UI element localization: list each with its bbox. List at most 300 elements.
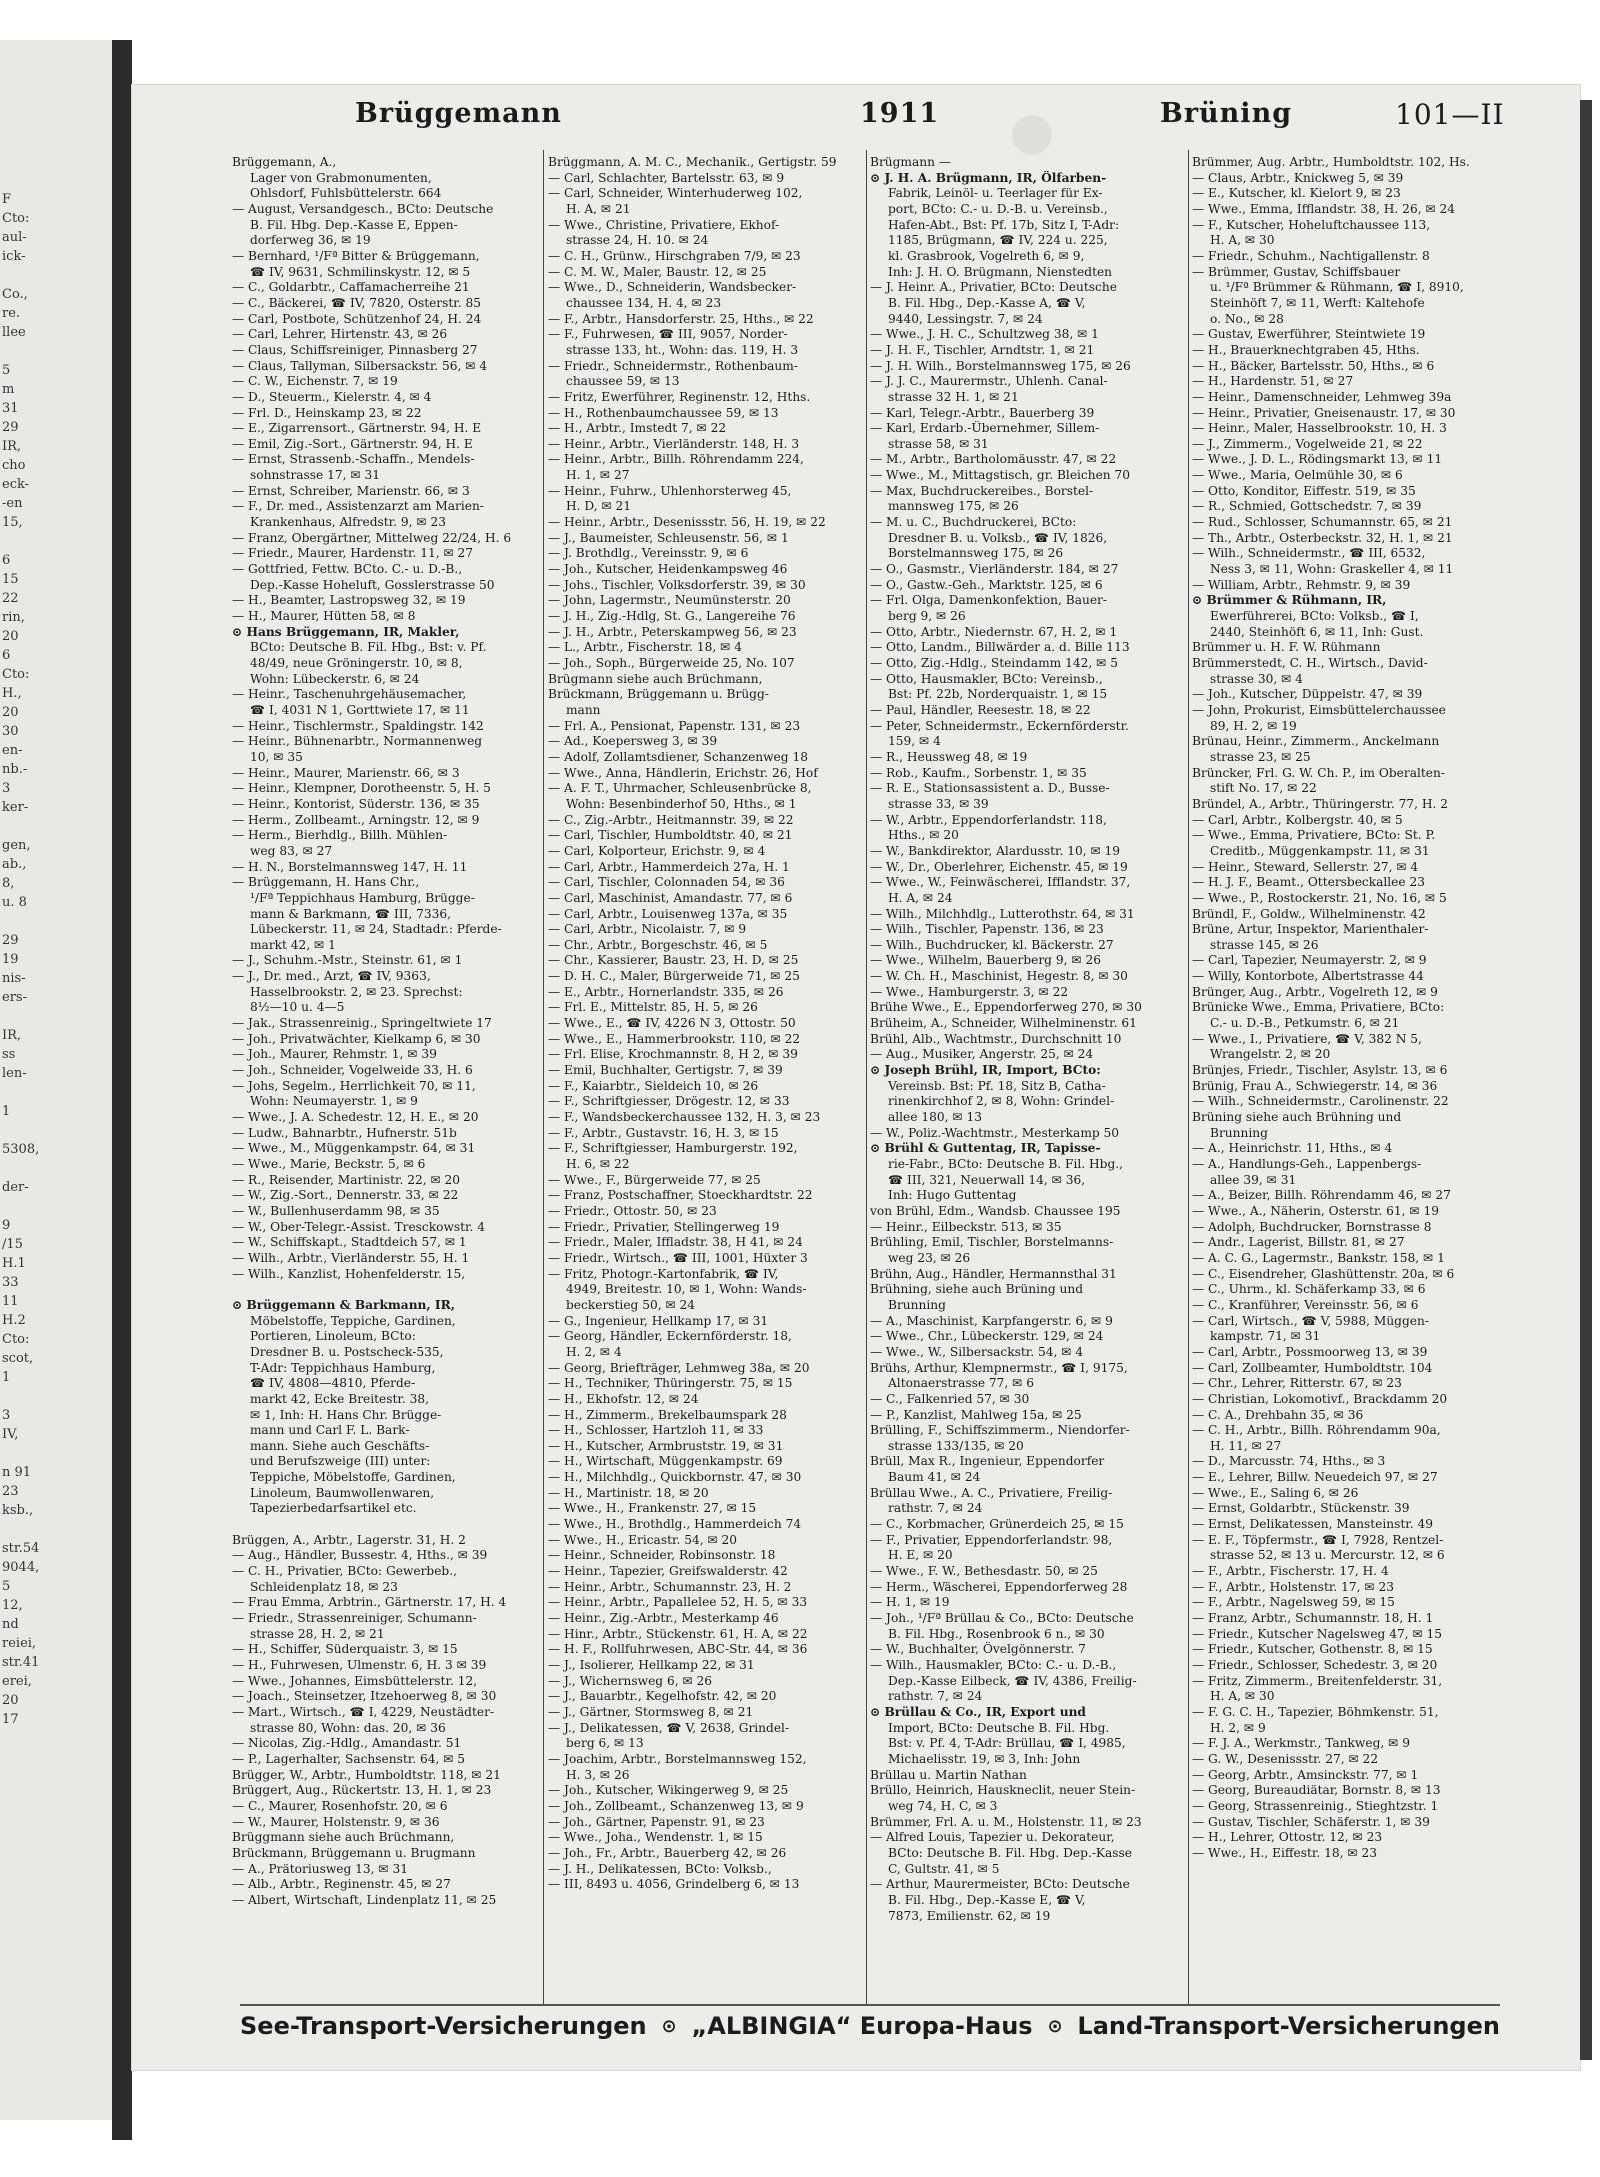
- directory-entry: — C., Korbmacher, Grünerdeich 25, ✉ 15: [870, 1517, 1124, 1532]
- directory-entry: Dep.-Kasse Hoheluft, Gosslerstrasse 50: [250, 577, 495, 592]
- directory-entry: Michaelisstr. 19, ✉ 3, Inh: John: [888, 1751, 1081, 1766]
- previous-page-fragment: ers-: [2, 990, 27, 1005]
- directory-entry: Brügmann siehe auch Brüchmann,: [548, 671, 763, 686]
- directory-entry: — J., Schuhm.-Mstr., Steinstr. 61, ✉ 1: [232, 953, 463, 968]
- directory-entry: Brümmer, Aug. Arbtr., Humboldtstr. 102, Hs.: [1192, 155, 1470, 169]
- directory-entry: — W., Maurer, Holstenstr. 9, ✉ 36: [232, 1814, 440, 1829]
- directory-entry: H. A, ✉ 21: [566, 201, 631, 216]
- directory-entry: Brüllau u. Martin Nathan: [870, 1767, 1027, 1782]
- directory-entry: — J. H., Arbtr., Peterskampweg 56, ✉ 23: [548, 624, 797, 639]
- directory-entry: — F. J. A., Werkmstr., Tankweg, ✉ 9: [1192, 1736, 1410, 1751]
- directory-entry: — Joh., Kutscher, Düppelstr. 47, ✉ 39: [1192, 687, 1423, 702]
- directory-entry: — F., Arbtr., Fischerstr. 17, H. 4: [1192, 1564, 1389, 1579]
- directory-entry: — H., Schlosser, Hartzloh 11, ✉ 33: [548, 1423, 764, 1438]
- directory-entry: — C., Goldarbtr., Caffamacherreihe 21: [232, 280, 470, 295]
- directory-entry: Hafen-Abt., Bst: Pf. 17b, Sitz I, T-Adr:: [888, 217, 1120, 232]
- directory-entry: — Friedr., Wirtsch., ☎ III, 1001, Hüxter 3: [548, 1250, 808, 1265]
- directory-entry: Lager von Grabmonumenten,: [250, 170, 432, 185]
- directory-entry: — Wwe., F., Bürgerweide 77, ✉ 25: [548, 1172, 761, 1187]
- previous-page-fragment: eck-: [2, 477, 30, 492]
- directory-entry: — Heinr., Klempner, Dorotheenstr. 5, H. 5: [232, 781, 491, 796]
- directory-entry: strasse 145, ✉ 26: [1210, 937, 1319, 952]
- directory-entry: — Joh., Schneider, Vogelweide 33, H. 6: [232, 1063, 473, 1078]
- directory-entry: — H. F., Rollfuhrwesen, ABC-Str. 44, ✉ 36: [548, 1642, 808, 1657]
- previous-page-fragment: 33: [2, 1275, 19, 1290]
- directory-entry: — Ad., Koepersweg 3, ✉ 39: [548, 734, 718, 749]
- previous-page-fragment: scot,: [2, 1351, 34, 1366]
- directory-entry: — Joach., Steinsetzer, Itzehoerweg 8, ✉ 30: [232, 1689, 497, 1704]
- directory-entry: Brückmann, Brüggemann u. Brügg-: [548, 687, 769, 702]
- directory-entry: beckerstieg 50, ✉ 24: [566, 1297, 696, 1312]
- directory-entry: — Carl, Maschinist, Amandastr. 77, ✉ 6: [548, 890, 793, 905]
- directory-entry: — C. H., Grünw., Hirschgraben 7/9, ✉ 23: [548, 248, 801, 263]
- directory-entry: — J. H., Delikatessen, BCto: Volksb.,: [548, 1861, 772, 1876]
- directory-entry: — Joh., ¹/Fª Brüllau & Co., BCto: Deutsche: [870, 1611, 1134, 1626]
- directory-entry: — F., Arbtr., Gustavstr. 16, H. 3, ✉ 15: [548, 1125, 779, 1140]
- directory-entry: Brüggen, A., Arbtr., Lagerstr. 31, H. 2: [232, 1532, 466, 1547]
- directory-entry: — Franz, Postschaffner, Stoeckhardtstr. 22: [548, 1188, 813, 1203]
- directory-entry: — Heinr., Taschenuhrgehäusemacher,: [232, 687, 467, 702]
- directory-entry: — Ludw., Bahnarbtr., Hufnerstr. 51b: [232, 1125, 457, 1140]
- directory-entry: — W., Zig.-Sort., Dennerstr. 33, ✉ 22: [232, 1188, 459, 1203]
- directory-entry: — Fritz, Photogr.-Kartonfabrik, ☎ IV,: [548, 1266, 779, 1281]
- previous-page-fragment: Cto:: [2, 211, 30, 226]
- directory-entry: — Wwe., Joha., Wendenstr. 1, ✉ 15: [548, 1830, 763, 1845]
- directory-entry: Ness 3, ✉ 11, Wohn: Graskeller 4, ✉ 11: [1210, 562, 1454, 577]
- directory-entry: — Otto, Zig.-Hdlg., Steindamm 142, ✉ 5: [870, 656, 1118, 670]
- directory-entry: — Wwe., P., Rostockerstr. 21, No. 16, ✉ 5: [1192, 890, 1447, 905]
- directory-entry: — Heinr., Fuhrw., Uhlenhorsterweg 45,: [548, 483, 792, 498]
- directory-entry: stift No. 17, ✉ 22: [1210, 781, 1317, 796]
- directory-entry: — Claus, Arbtr., Knickweg 5, ✉ 39: [1192, 170, 1404, 185]
- directory-entry: Wohn: Lübeckerstr. 6, ✉ 24: [250, 671, 420, 686]
- directory-entry: — C. A., Drehbahn 35, ✉ 36: [1192, 1407, 1364, 1422]
- footer-separator: ⊙: [1047, 2015, 1063, 2037]
- directory-entry: kampstr. 71, ✉ 31: [1210, 1329, 1321, 1344]
- directory-entry: — Wwe., W., Feinwäscherei, Ifflandstr. 37,: [870, 875, 1131, 890]
- directory-entry: C, Gultstr. 41, ✉ 5: [888, 1861, 1000, 1876]
- directory-entry: [232, 1517, 538, 1533]
- directory-entry: — F., Kutscher, Hoheluftchaussee 113,: [1192, 217, 1431, 232]
- directory-entry: strasse 28, H. 2, ✉ 21: [250, 1626, 385, 1641]
- directory-entry: — H., Wirtschaft, Müggenkampstr. 69: [548, 1454, 783, 1469]
- previous-page-fragment: 8,: [2, 876, 15, 891]
- directory-entry: — E., Kutscher, kl. Kielort 9, ✉ 23: [1192, 186, 1401, 201]
- directory-entry: — Georg, Händler, Eckernförderstr. 18,: [548, 1329, 792, 1344]
- directory-entry: — Frl. A., Pensionat, Papenstr. 131, ✉ 23: [548, 718, 801, 733]
- directory-entry: — H., Beamter, Lastropsweg 32, ✉ 19: [232, 593, 466, 608]
- previous-page-fragment: [2, 1197, 112, 1216]
- directory-entry: Brüggmann siehe auch Brüchmann,: [232, 1830, 455, 1845]
- previous-page-fragment: nd: [2, 1617, 19, 1632]
- directory-entry: — Wwe., Marie, Beckstr. 5, ✉ 6: [232, 1157, 426, 1171]
- directory-entry: BCto: Deutsche B. Fil. Hbg. Dep.-Kasse: [888, 1845, 1133, 1860]
- directory-entry: — F., Schriftgiesser, Drögestr. 12, ✉ 33: [548, 1094, 790, 1109]
- directory-entry: — Claus, Schiffsreiniger, Pinnasberg 27: [232, 342, 478, 357]
- previous-page-fragment: ss: [2, 1047, 16, 1062]
- directory-entry: — F., Schriftgiesser, Hamburgerstr. 192,: [548, 1141, 798, 1156]
- directory-entry: 159, ✉ 4: [888, 734, 941, 749]
- directory-entry: — E., Lehrer, Billw. Neuedeich 97, ✉ 27: [1192, 1470, 1438, 1485]
- directory-entry: H. 3, ✉ 26: [566, 1767, 630, 1782]
- directory-entry: — Christian, Lokomotivf., Brackdamm 20: [1192, 1391, 1448, 1406]
- directory-entry: — Frau Emma, Arbtrin., Gärtnerstr. 17, H. 4: [232, 1595, 507, 1610]
- directory-entry: — H., Schiffer, Süderquaistr. 3, ✉ 15: [232, 1642, 458, 1657]
- directory-entry: — Otto, Konditor, Eiffestr. 519, ✉ 35: [1192, 483, 1416, 498]
- directory-entry: — F., Arbtr., Nagelsweg 59, ✉ 15: [1192, 1595, 1395, 1610]
- directory-entry: allee 180, ✉ 13: [888, 1110, 982, 1125]
- directory-entry: — Nicolas, Zig.-Hdlg., Amandastr. 51: [232, 1736, 462, 1751]
- directory-entry: Brüncker, Frl. G. W. Ch. P., im Oberalten-: [1192, 765, 1445, 780]
- previous-page-fragment: Cto:: [2, 667, 30, 682]
- directory-entry: Brühning, siehe auch Brüning und: [870, 1282, 1083, 1297]
- directory-entry: — Adolf, Zollamtsdiener, Schanzenweg 18: [548, 749, 808, 764]
- directory-entry: — Wwe., Wilhelm, Bauerberg 9, ✉ 26: [870, 953, 1101, 968]
- directory-entry: — Hinr., Arbtr., Stückenstr. 61, H. A, ✉ 22: [548, 1626, 808, 1641]
- previous-page-fragment: [2, 266, 112, 285]
- previous-page-fragment: /15: [2, 1237, 23, 1252]
- directory-entry: — F., Wandsbeckerchaussee 132, H. 3, ✉ 23: [548, 1110, 821, 1125]
- directory-entry: — Peter, Schneidermstr., Eckernförderstr.: [870, 718, 1129, 733]
- directory-entry: u. ¹/Fª Brümmer & Rühmann, ☎ I, 8910,: [1210, 280, 1464, 295]
- directory-entry: — H., Bäcker, Bartelsstr. 50, Hths., ✉ 6: [1192, 358, 1435, 373]
- directory-entry: — H., Techniker, Thüringerstr. 75, ✉ 15: [548, 1376, 793, 1391]
- previous-page-fragment: IV,: [2, 1427, 19, 1442]
- previous-page-fragment: 30: [2, 724, 19, 739]
- previous-page-fragment: [2, 912, 112, 931]
- directory-entry: — Carl, Arbtr., Hammerdeich 27a, H. 1: [548, 859, 790, 874]
- directory-entry: 48/49, neue Gröningerstr. 10, ✉ 8,: [250, 656, 463, 670]
- directory-entry: H. A, ✉ 30: [1210, 233, 1275, 248]
- directory-entry: B. Fil. Hbg., Rosenbrook 6 n., ✉ 30: [888, 1626, 1105, 1641]
- directory-entry: — H., Ekhofstr. 12, ✉ 24: [548, 1391, 699, 1406]
- directory-entry: — J. J. C., Maurermstr., Uhlenh. Canal-: [870, 374, 1108, 389]
- directory-entry: Brülling, F., Schiffszimmerm., Niendorfer-: [870, 1423, 1130, 1438]
- directory-entry: ☎ IV, 9631, Schmilinskystr. 12, ✉ 5: [250, 264, 471, 279]
- directory-entry: — H., Brauerknechtgraben 45, Hths.: [1192, 342, 1420, 357]
- previous-page-edge: [0, 40, 112, 2120]
- directory-entry: — J., Baumeister, Schleusenstr. 56, ✉ 1: [548, 530, 789, 545]
- directory-entry: — Rud., Schlosser, Schumannstr. 65, ✉ 21: [1192, 515, 1453, 530]
- directory-entry: markt 42, Ecke Breitestr. 38,: [250, 1391, 430, 1406]
- directory-entry: — A., Handlungs-Geh., Lappenbergs-: [1192, 1157, 1422, 1171]
- directory-entry: — Heinr., Tischlermstr., Spaldingstr. 142: [232, 718, 484, 733]
- directory-entry: — Fritz, Zimmerm., Breitenfelderstr. 31,: [1192, 1673, 1443, 1688]
- directory-entry: Brümmer u. H. F. W. Rühmann: [1192, 640, 1381, 655]
- directory-entry: — Adolph, Buchdrucker, Bornstrasse 8: [1192, 1219, 1432, 1234]
- directory-entry: — H., Rothenbaumchaussee 59, ✉ 13: [548, 405, 779, 420]
- directory-entry: — W., Schiffskapt., Stadtdeich 57, ✉ 1: [232, 1235, 467, 1250]
- directory-entry: — H., Zimmerm., Brekelbaumspark 28: [548, 1407, 787, 1422]
- directory-entry: — Wwe., H., Eiffestr. 18, ✉ 23: [1192, 1845, 1378, 1860]
- directory-entry: — C. W., Eichenstr. 7, ✉ 19: [232, 374, 398, 389]
- directory-entry: Brünau, Heinr., Zimmerm., Anckelmann: [1192, 734, 1440, 749]
- directory-column-3: [870, 155, 1186, 1924]
- directory-entry: — Friedr., Kutscher, Gothenstr. 8, ✉ 15: [1192, 1642, 1433, 1657]
- directory-entry: — Carl, Schlachter, Bartelsstr. 63, ✉ 9: [548, 170, 785, 185]
- directory-entry: — Wilh., Milchhdlg., Lutterothstr. 64, ✉ 31: [870, 906, 1135, 921]
- previous-page-fragment: m: [2, 382, 15, 397]
- directory-entry: — A., Heinrichstr. 11, Hths., ✉ 4: [1192, 1141, 1393, 1156]
- directory-entry: Brüggmann, A. M. C., Mechanik., Gertigstr. 59: [548, 155, 837, 169]
- directory-entry: strasse 58, ✉ 31: [888, 436, 989, 451]
- directory-entry: — Wwe., F. W., Bethesdastr. 50, ✉ 25: [870, 1564, 1098, 1579]
- directory-entry: Brühe Wwe., E., Eppendorferweg 270, ✉ 30: [870, 1000, 1142, 1015]
- directory-entry: — Brüggemann, H. Hans Chr.,: [232, 875, 420, 890]
- directory-entry: 10, ✉ 35: [250, 749, 303, 764]
- directory-entry: — Joachim, Arbtr., Borstelmannsweg 152,: [548, 1751, 807, 1766]
- directory-entry: ⊙ Joseph Brühl, IR, Import, BCto:: [870, 1063, 1101, 1078]
- directory-entry: — A., Prätoriusweg 13, ✉ 31: [232, 1861, 409, 1876]
- directory-entry: — M., Arbtr., Bartholomäusstr. 47, ✉ 22: [870, 452, 1117, 467]
- previous-page-fragment: str.41: [2, 1655, 40, 1670]
- directory-entry: — Joh., Maurer, Rehmstr. 1, ✉ 39: [232, 1047, 437, 1062]
- directory-entry: — Alb., Arbtr., Reginenstr. 45, ✉ 27: [232, 1877, 451, 1892]
- directory-entry: — H. J. F., Beamt., Ottersbeckallee 23: [1192, 875, 1425, 890]
- directory-entry: H. D, ✉ 21: [566, 499, 632, 514]
- directory-entry: Dresdner B. u. Volksb., ☎ IV, 1826,: [888, 530, 1108, 545]
- directory-entry: Brüll, Max R., Ingenieur, Eppendorfer: [870, 1454, 1105, 1469]
- directory-entry: Dresdner B. u. Postscheck-535,: [250, 1344, 444, 1359]
- directory-entry: — Georg, Bureaudiätar, Bornstr. 8, ✉ 13: [1192, 1783, 1441, 1798]
- previous-page-fragment: ksb.,: [2, 1503, 34, 1518]
- directory-entry: strasse 133, ht., Wohn: das. 119, H. 3: [566, 342, 799, 357]
- directory-entry: 8½—10 u. 4—5: [250, 1000, 345, 1015]
- previous-page-fragment: nb.-: [2, 762, 28, 777]
- directory-entry: — J., Isolierer, Hellkamp 22, ✉ 31: [548, 1658, 755, 1672]
- directory-entry: Ohlsdorf, Fuhlsbüttelerstr. 664: [250, 186, 442, 201]
- directory-entry: — C., Uhrm., kl. Schäferkamp 33, ✉ 6: [1192, 1282, 1426, 1297]
- directory-entry: — Heinr., Steward, Sellerstr. 27, ✉ 4: [1192, 859, 1419, 874]
- directory-entry: — C., Zig.-Arbtr., Heitmannstr. 39, ✉ 22: [548, 812, 794, 827]
- previous-page-fragment: [2, 1007, 112, 1026]
- directory-entry: — G. W., Desenissstr. 27, ✉ 22: [1192, 1751, 1379, 1766]
- directory-entry: — Heinr., Eilbeckstr. 513, ✉ 35: [870, 1219, 1062, 1234]
- directory-entry: port, BCto: C.- u. D.-B. u. Vereinsb.,: [888, 201, 1108, 216]
- directory-entry: — C., Falkenried 57, ✉ 30: [870, 1391, 1030, 1406]
- directory-entry: ⊙ Brümmer & Rühmann, IR,: [1192, 593, 1387, 608]
- directory-entry: rathstr. 7, ✉ 24: [888, 1501, 983, 1516]
- directory-entry: — J., Zimmerm., Vogelweide 21, ✉ 22: [1192, 436, 1423, 451]
- directory-entry: Brüne, Artur, Inspektor, Marienthaler-: [1192, 922, 1429, 937]
- directory-entry: — W., Bankdirektor, Alardusstr. 10, ✉ 19: [870, 843, 1121, 858]
- directory-entry: — Frl. E., Mittelstr. 85, H. 5, ✉ 26: [548, 1000, 758, 1015]
- directory-entry: — Carl, Tapezier, Neumayerstr. 2, ✉ 9: [1192, 953, 1427, 968]
- previous-page-fragment: 20: [2, 629, 19, 644]
- column-rule: [1188, 150, 1189, 2005]
- directory-entry: — D. H. C., Maler, Bürgerweide 71, ✉ 25: [548, 969, 800, 984]
- directory-entry: — Wwe., I., Privatiere, ☎ V, 382 N 5,: [1192, 1031, 1422, 1046]
- directory-entry: — W., Bullenhuserdamm 98, ✉ 35: [232, 1203, 440, 1218]
- directory-entry: — Carl, Kolporteur, Erichstr. 9, ✉ 4: [548, 843, 766, 858]
- previous-page-fragment: [2, 817, 112, 836]
- directory-entry: berg 6, ✉ 13: [566, 1736, 644, 1751]
- directory-entry: Wohn: Neumayerstr. 1, ✉ 9: [250, 1094, 418, 1109]
- previous-page-fragment: 5: [2, 1579, 11, 1594]
- directory-entry: — Wilh., Schneidermstr., Carolinenstr. 22: [1192, 1094, 1449, 1109]
- previous-page-fragment: cho: [2, 458, 26, 473]
- directory-entry: — C., Eisendreher, Glashüttenstr. 20a, ✉ 6: [1192, 1266, 1455, 1281]
- directory-entry: Brümmerstedt, C. H., Wirtsch., David-: [1192, 656, 1428, 670]
- previous-page-fragment: erei,: [2, 1674, 32, 1689]
- directory-entry: — Wilh., Hausmakler, BCto: C.- u. D.-B.,: [870, 1658, 1117, 1672]
- directory-entry: — Wwe., Emma, Privatiere, BCto: St. P.: [1192, 828, 1436, 843]
- directory-entry: — Aug., Musiker, Angerstr. 25, ✉ 24: [870, 1047, 1094, 1062]
- directory-entry: — Heinr., Arbtr., Schumannstr. 23, H. 2: [548, 1579, 792, 1594]
- previous-page-fragment: 20: [2, 705, 19, 720]
- directory-entry: — H., Hardenstr. 51, ✉ 27: [1192, 374, 1354, 389]
- directory-entry: — Wilh., Schneidermstr., ☎ III, 6532,: [1192, 546, 1426, 561]
- directory-entry: — Mart., Wirtsch., ☎ I, 4229, Neustädter-: [232, 1704, 495, 1719]
- directory-entry: — F., Arbtr., Hansdorferstr. 25, Hths., ✉ 22: [548, 311, 814, 326]
- directory-entry: — J., Wichernsweg 6, ✉ 26: [548, 1673, 713, 1688]
- directory-entry: — Friedr., Strassenreiniger, Schumann-: [232, 1611, 477, 1626]
- directory-entry: kl. Grasbrook, Vogelreth 6, ✉ 9,: [888, 248, 1085, 263]
- previous-page-fragment: 20: [2, 1693, 19, 1708]
- directory-entry: Brühn, Aug., Händler, Hermannsthal 31: [870, 1266, 1117, 1281]
- directory-entry: — Albert, Wirtschaft, Lindenplatz 11, ✉ 25: [232, 1892, 497, 1907]
- directory-entry: — Carl, Tischler, Colonnaden 54, ✉ 36: [548, 875, 785, 890]
- scan-smudge: [1012, 115, 1052, 155]
- directory-entry: ⊙ Hans Brüggemann, IR, Makler,: [232, 624, 460, 639]
- directory-entry: strasse 133/135, ✉ 20: [888, 1438, 1024, 1453]
- directory-entry: H. E, ✉ 20: [888, 1548, 953, 1563]
- directory-entry: — Heinr., Privatier, Gneisenaustr. 17, ✉ 30: [1192, 405, 1456, 420]
- directory-entry: — Carl, Arbtr., Nicolaistr. 7, ✉ 9: [548, 922, 747, 937]
- previous-page-fragment: 29: [2, 933, 19, 948]
- directory-entry: — III, 8493 u. 4056, Grindelberg 6, ✉ 13: [548, 1877, 800, 1892]
- directory-entry: rathstr. 7, ✉ 24: [888, 1689, 983, 1704]
- directory-entry: — Gustav, Ewerführer, Steintwiete 19: [1192, 327, 1426, 342]
- previous-page-fragment: -en: [2, 496, 23, 511]
- directory-entry: — C., Bäckerei, ☎ IV, 7820, Osterstr. 85: [232, 295, 482, 310]
- directory-entry: H. 2, ✉ 9: [1210, 1720, 1266, 1735]
- previous-page-fragment: H.1: [2, 1256, 26, 1271]
- directory-entry: — Heinr., Kontorist, Süderstr. 136, ✉ 35: [232, 796, 480, 811]
- directory-entry: — Karl, Telegr.-Arbtr., Bauerberg 39: [870, 405, 1095, 420]
- directory-entry: strasse 52, ✉ 13 u. Mercurstr. 12, ✉ 6: [1210, 1548, 1445, 1563]
- footer-left: See-Transport-Versicherungen: [240, 2012, 647, 2040]
- directory-entry: — Wilh., Arbtr., Vierländerstr. 55, H. 1: [232, 1250, 470, 1265]
- previous-page-fragment: 31: [2, 401, 19, 416]
- directory-entry: — H. 1, ✉ 19: [870, 1595, 950, 1610]
- previous-page-fragment: re.: [2, 306, 21, 321]
- directory-entry: rie-Fabr., BCto: Deutsche B. Fil. Hbg.,: [888, 1157, 1124, 1171]
- directory-entry: — Frl. Elise, Krochmannstr. 8, H 2, ✉ 39: [548, 1047, 798, 1062]
- directory-entry: — John, Prokurist, Eimsbüttelerchaussee: [1192, 702, 1446, 717]
- previous-page-fragment: reiei,: [2, 1636, 37, 1651]
- previous-page-fragment: n 91: [2, 1465, 32, 1480]
- directory-entry: mann & Barkmann, ☎ III, 7336,: [250, 906, 451, 921]
- previous-page-fragment: [2, 1444, 112, 1463]
- previous-page-fragment: 5308,: [2, 1142, 40, 1157]
- directory-entry: H. A, ✉ 24: [888, 890, 953, 905]
- directory-entry: — O., Gastw.-Geh., Marktstr. 125, ✉ 6: [870, 577, 1103, 592]
- directory-entry: 2440, Steinhöft 6, ✉ 11, Inh: Gust.: [1210, 624, 1424, 639]
- directory-entry: — Friedr., Ottostr. 50, ✉ 23: [548, 1203, 717, 1218]
- directory-entry: Brünjes, Friedr., Tischler, Asylstr. 13, ✉ 6: [1192, 1063, 1448, 1078]
- directory-entry: — H. N., Borstelmannsweg 147, H. 11: [232, 859, 468, 874]
- directory-entry: mann und Carl F. L. Bark-: [250, 1423, 410, 1438]
- directory-entry: — Bernhard, ¹/Fª Bitter & Brüggemann,: [232, 248, 480, 263]
- directory-entry: — Friedr., Schlosser, Schedestr. 3, ✉ 20: [1192, 1658, 1438, 1672]
- previous-page-fragment: [2, 342, 112, 361]
- directory-entry: — Wwe., J. A. Schedestr. 12, H. E., ✉ 20: [232, 1110, 479, 1125]
- directory-entry: H. 6, ✉ 22: [566, 1157, 630, 1171]
- directory-entry: Vereinsb. Bst: Pf. 18, Sitz B, Catha-: [888, 1078, 1106, 1093]
- directory-entry: — Heinr., Zig.-Arbtr., Mesterkamp 46: [548, 1611, 779, 1626]
- directory-entry: T-Adr: Teppichhaus Hamburg,: [250, 1360, 436, 1375]
- previous-page-fragment: 12,: [2, 1598, 23, 1613]
- previous-page-fragment: u. 8: [2, 895, 27, 910]
- directory-entry: ⊙ J. H. A. Brügmann, IR, Ölfarben-: [870, 170, 1107, 185]
- previous-page-fragment: [2, 1121, 112, 1140]
- directory-entry: H. 2, ✉ 4: [566, 1344, 622, 1359]
- directory-entry: — Otto, Hausmakler, BCto: Vereinsb.,: [870, 671, 1103, 686]
- directory-entry: strasse 32 H. 1, ✉ 21: [888, 389, 1019, 404]
- directory-entry: Bst: Pf. 22b, Norderquaistr. 1, ✉ 15: [888, 687, 1108, 702]
- directory-entry: — Ernst, Goldarbtr., Stückenstr. 39: [1192, 1501, 1410, 1516]
- directory-entry: Altonaerstrasse 77, ✉ 6: [888, 1376, 1035, 1391]
- previous-page-fragment: len-: [2, 1066, 27, 1081]
- directory-entry: — Fritz, Ewerführer, Reginenstr. 12, Hths.: [548, 389, 811, 404]
- previous-page-fragment: IR,: [2, 1028, 22, 1043]
- directory-entry: — Georg, Arbtr., Amsinckstr. 77, ✉ 1: [1192, 1767, 1419, 1782]
- directory-entry: — Frl. D., Heinskamp 23, ✉ 22: [232, 405, 422, 420]
- directory-entry: strasse 23, ✉ 25: [1210, 749, 1311, 764]
- directory-entry: und Berufszweige (III) unter:: [250, 1454, 431, 1469]
- directory-entry: — Carl, Zollbeamter, Humboldtstr. 104: [1192, 1360, 1433, 1375]
- directory-entry: — Joh., Kutscher, Wikingerweg 9, ✉ 25: [548, 1783, 789, 1798]
- directory-entry: — Carl, Arbtr., Possmoorweg 13, ✉ 39: [1192, 1344, 1428, 1359]
- footer-separator: ⊙: [661, 2015, 677, 2037]
- directory-entry: — W., Poliz.-Wachtmstr., Mesterkamp 50: [870, 1125, 1120, 1140]
- directory-entry: Baum 41, ✉ 24: [888, 1470, 981, 1485]
- directory-entry: Brühling, Emil, Tischler, Borstelmanns-: [870, 1235, 1114, 1250]
- previous-page-fragment: 9: [2, 1218, 11, 1233]
- directory-entry: — Friedr., Schuhm., Nachtigallenstr. 8: [1192, 248, 1430, 263]
- previous-page-fragment: [2, 1083, 112, 1102]
- directory-entry: — R. E., Stationsassistent a. D., Busse-: [870, 781, 1110, 796]
- directory-entry: — H., Martinistr. 18, ✉ 20: [548, 1485, 709, 1500]
- directory-entry: — A., Maschinist, Karpfangerstr. 6, ✉ 9: [870, 1313, 1113, 1328]
- directory-entry: [232, 1282, 538, 1298]
- directory-entry: Brüggert, Aug., Rückertstr. 13, H. 1, ✉ 23: [232, 1783, 492, 1798]
- directory-entry: Bründel, A., Arbtr., Thüringerstr. 77, H. 2: [1192, 796, 1449, 811]
- directory-entry: — Th., Arbtr., Osterbeckstr. 32, H. 1, ✉ 21: [1192, 530, 1453, 545]
- directory-entry: — Otto, Landm., Billwärder a. d. Bille 113: [870, 640, 1130, 655]
- directory-entry: — H., Milchhdlg., Quickbornstr. 47, ✉ 30: [548, 1470, 802, 1485]
- directory-entry: weg 83, ✉ 27: [250, 843, 333, 858]
- directory-entry: — J. Heinr. A., Privatier, BCto: Deutsche: [870, 280, 1117, 295]
- directory-entry: Wohn: Besenbinderhof 50, Hths., ✉ 1: [566, 796, 797, 811]
- directory-entry: — W., Arbtr., Eppendorferlandstr. 118,: [870, 812, 1107, 827]
- directory-entry: — Wwe., Anna, Händlerin, Erichstr. 26, Hof: [548, 765, 818, 780]
- directory-entry: — Max, Buchdruckereibes., Borstel-: [870, 483, 1094, 498]
- directory-entry: — Wwe., H., Frankenstr. 27, ✉ 15: [548, 1501, 757, 1516]
- directory-entry: strasse 24, H. 10. ✉ 24: [566, 233, 709, 248]
- directory-entry: — Aug., Händler, Bussestr. 4, Hths., ✉ 39: [232, 1548, 488, 1563]
- directory-entry: — H., Lehrer, Ottostr. 12, ✉ 23: [1192, 1830, 1383, 1845]
- directory-entry: — Herm., Bierhdlg., Billh. Mühlen-: [232, 828, 448, 843]
- directory-entry: — Wwe., D., Schneiderin, Wandsbecker-: [548, 280, 797, 295]
- directory-entry: Brümmer, Frl. A. u. M., Holstenstr. 11, ✉ 23: [870, 1814, 1142, 1829]
- directory-entry: — E., Arbtr., Hornerlandstr. 335, ✉ 26: [548, 984, 784, 999]
- previous-page-fragment: [2, 1159, 112, 1178]
- directory-entry: Brügger, W., Arbtr., Humboldtstr. 118, ✉ 21: [232, 1767, 501, 1782]
- directory-entry: weg 74, H. C, ✉ 3: [888, 1798, 998, 1813]
- directory-entry: — Johs., Tischler, Volksdorferstr. 39, ✉ 30: [548, 577, 806, 592]
